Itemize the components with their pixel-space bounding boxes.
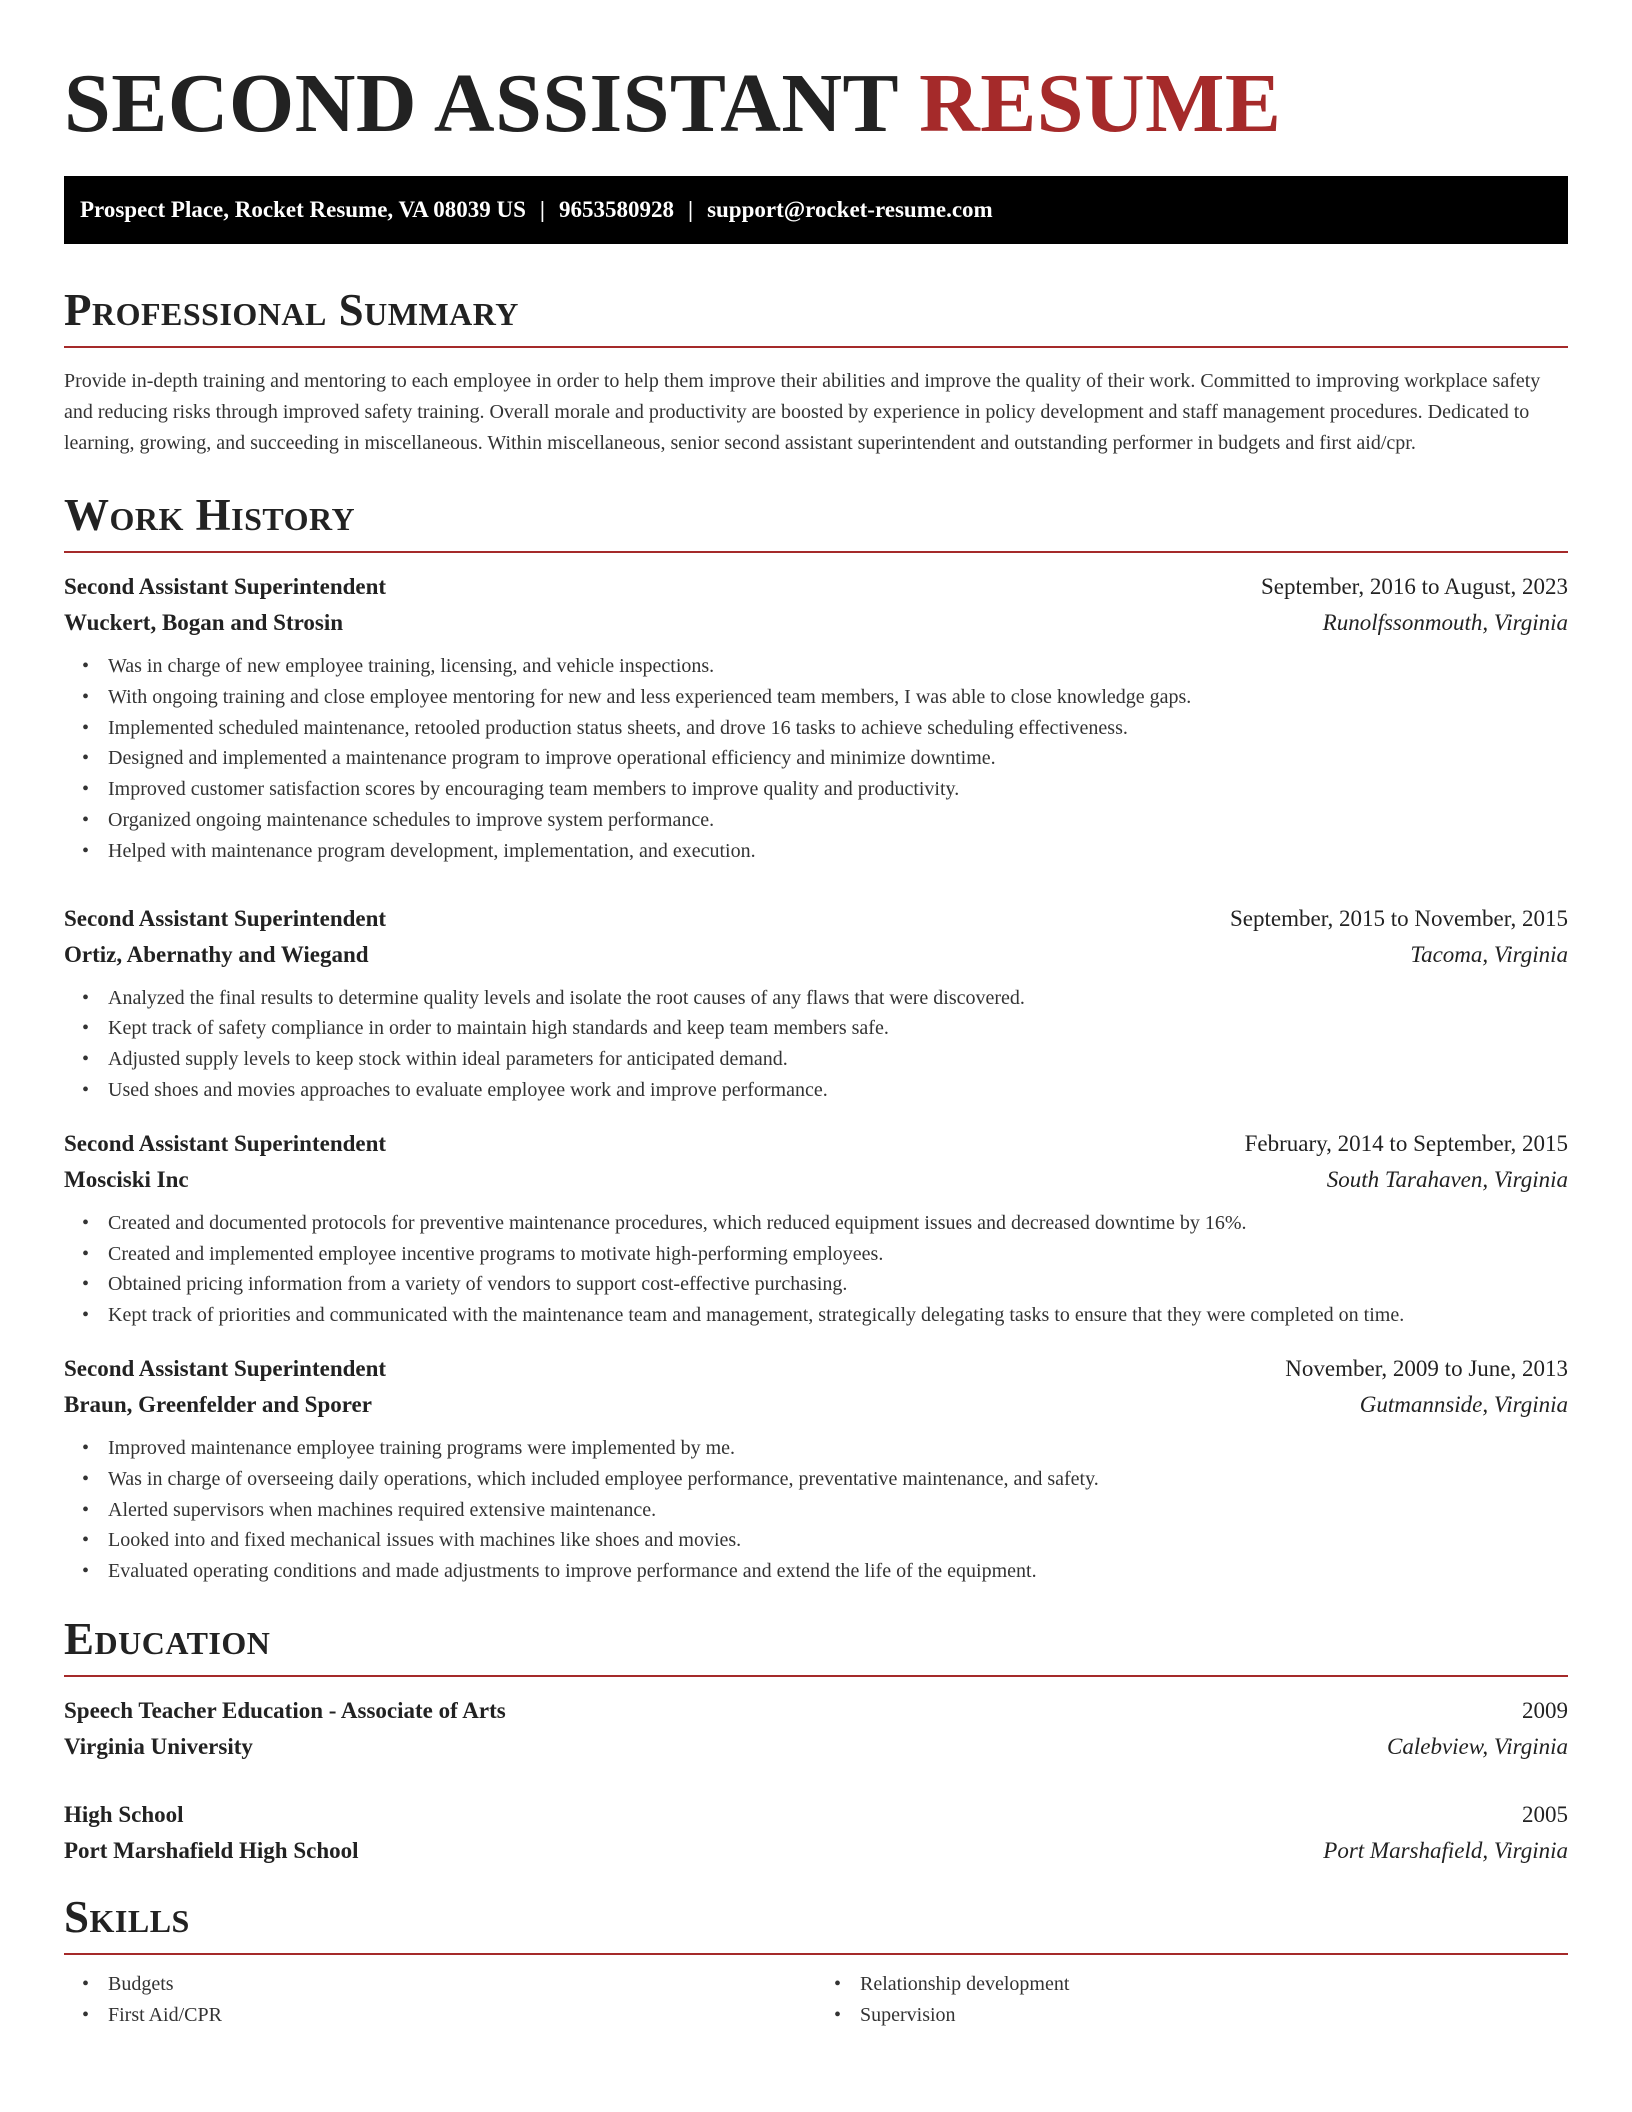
list-item: • Organized ongoing maintenance schedules to improve system performance. [108, 805, 1568, 836]
education-heading: Education [64, 1613, 271, 1664]
list-item: • Analyzed the final results to determine quality levels and isolate the root causes of any flaws that were discovered. [108, 983, 1568, 1014]
section-divider [64, 346, 1568, 348]
job-role: Second Assistant Superintendent [64, 574, 387, 599]
job-location: Tacoma, Virginia [1410, 941, 1568, 967]
list-item: • Helped with maintenance program development, implementation, and execution. [108, 836, 1568, 867]
contact-phone: 9653580928 [558, 197, 674, 222]
summary-text: Provide in-depth training and mentoring to each employee in order to help them improve their abilities and improve the quality of their work. Committed to improving workplace safety and reducing risks through improved safety training. Overall morale and productivity are boosted by experience in policy development and staff management procedures. Dedicated to learning, growing, and succeeding in miscellaneous. Within miscellaneous, senior second assistant superintendent and outstanding performer in budgets and first aid/cpr. [64, 370, 1541, 454]
skills-list [64, 1969, 1568, 2031]
education-school: Port Marshafield High School [64, 1837, 359, 1863]
work-history-heading: Work History [64, 490, 356, 540]
list-item: • Kept track of safety compliance in order to maintain high standards and keep team members safe. [108, 1013, 1568, 1044]
contact-address: Prospect Place, Rocket Resume, VA 08039 US [80, 197, 526, 222]
education-entry [64, 1797, 1568, 1869]
list-item: • Alerted supervisors when machines required extensive maintenance. [108, 1495, 1568, 1526]
section-divider [64, 551, 1568, 553]
section-divider [64, 1675, 1568, 1677]
contact-separator: | [539, 197, 545, 222]
list-item: • Adjusted supply levels to keep stock within ideal parameters for anticipated demand. [108, 1044, 1568, 1075]
job-dates: September, 2015 to November, 2015 [1230, 905, 1568, 931]
list-item: • Obtained pricing information from a variety of vendors to support cost-effective purchasing. [108, 1269, 1568, 1300]
job-header [64, 569, 1568, 605]
education-school: Virginia University [64, 1733, 253, 1759]
education-degree: High School [64, 1801, 184, 1827]
summary-heading: Professional Summary [64, 285, 519, 335]
education-entry [64, 1693, 1568, 1765]
list-item: • Evaluated operating conditions and made adjustments to improve performance and extend the life of the equipment. [108, 1556, 1568, 1587]
job-bullets [64, 983, 1568, 1106]
job-bullets [64, 1433, 1568, 1587]
job-role: Second Assistant Superintendent [64, 1355, 387, 1381]
skills-column-left [64, 1969, 816, 2031]
education-header [64, 1797, 1568, 1833]
job-header [64, 1126, 1568, 1162]
list-item: • Implemented scheduled maintenance, retooled production status sheets, and drove 16 tasks to achieve scheduling effectiveness. [108, 713, 1568, 744]
list-item: • Created and documented protocols for preventive maintenance procedures, which reduced equipment issues and decreased downtime by 16%. [108, 1208, 1568, 1239]
education-year: 2009 [1522, 1697, 1568, 1723]
education-subheader [64, 1729, 1568, 1765]
list-item: • Improved maintenance employee training programs were implemented by me. [108, 1433, 1568, 1464]
job-role: Second Assistant Superintendent [64, 905, 387, 931]
job-dates: February, 2014 to September, 2015 [1244, 1130, 1568, 1156]
list-item: • Kept track of priorities and communicated with the maintenance team and management, strategically delegating tasks to ensure that they were completed on time. [108, 1300, 1568, 1331]
education-location: Calebview, Virginia [1387, 1733, 1568, 1759]
job-company: Ortiz, Abernathy and Wiegand [64, 941, 369, 967]
job-entry [64, 1351, 1568, 1587]
job-header [64, 1351, 1568, 1387]
job-bullets [64, 1208, 1568, 1331]
job-company: Wuckert, Bogan and Strosin [64, 610, 344, 635]
job-header [64, 901, 1568, 937]
education-header [64, 1693, 1568, 1729]
job-subheader [64, 605, 1568, 641]
list-item: • Relationship development [860, 1969, 1568, 2000]
job-entry [64, 569, 1568, 867]
job-subheader [64, 937, 1568, 973]
list-item: • Looked into and fixed mechanical issues with machines like shoes and movies. [108, 1525, 1568, 1556]
contact-separator: | [687, 197, 694, 222]
list-item: • With ongoing training and close employee mentoring for new and less experienced team members, I was able to close knowledge gaps. [108, 682, 1568, 713]
education-subheader [64, 1833, 1568, 1869]
list-item: • Created and implemented employee incentive programs to motivate high-performing employees. [108, 1239, 1568, 1270]
title-accent: RESUME [919, 57, 1282, 150]
education-location: Port Marshafield, Virginia [1323, 1837, 1568, 1863]
job-dates: September, 2016 to August, 2023 [1260, 574, 1568, 599]
section-divider [64, 1953, 1568, 1955]
job-company: Mosciski Inc [64, 1166, 189, 1192]
education-degree: Speech Teacher Education - Associate of Arts [64, 1697, 506, 1723]
list-item: • Improved customer satisfaction scores by encouraging team members to improve quality and productivity. [108, 774, 1568, 805]
title-main: SECOND ASSISTANT [64, 57, 898, 150]
job-company: Braun, Greenfelder and Sporer [64, 1391, 372, 1417]
list-item: • Was in charge of overseeing daily operations, which included employee performance, preventative maintenance, and safety. [108, 1464, 1568, 1495]
job-entry [64, 901, 1568, 1106]
list-item: • Budgets [108, 1969, 816, 2000]
job-entry [64, 1126, 1568, 1331]
list-item: • First Aid/CPR [108, 2000, 816, 2031]
education-year: 2005 [1522, 1801, 1568, 1827]
job-location: Runolfssonmouth, Virginia [1322, 610, 1568, 635]
job-subheader [64, 1387, 1568, 1423]
contact-email: support@rocket-resume.com [707, 197, 993, 222]
job-location: South Tarahaven, Virginia [1326, 1166, 1568, 1192]
job-role: Second Assistant Superintendent [64, 1130, 387, 1156]
list-item: • Was in charge of new employee training, licensing, and vehicle inspections. [108, 651, 1568, 682]
job-location: Gutmannside, Virginia [1359, 1391, 1568, 1417]
list-item: • Used shoes and movies approaches to evaluate employee work and improve performance. [108, 1075, 1568, 1106]
job-dates: November, 2009 to June, 2013 [1285, 1355, 1568, 1381]
job-bullets [64, 651, 1568, 867]
skills-column-right [816, 1969, 1568, 2031]
list-item: • Designed and implemented a maintenance program to improve operational efficiency and minimize downtime. [108, 743, 1568, 774]
list-item: • Supervision [860, 2000, 1568, 2031]
resume-title [64, 0, 1568, 152]
skills-heading: Skills [64, 1891, 190, 1942]
contact-bar [64, 176, 1568, 244]
job-subheader [64, 1162, 1568, 1198]
